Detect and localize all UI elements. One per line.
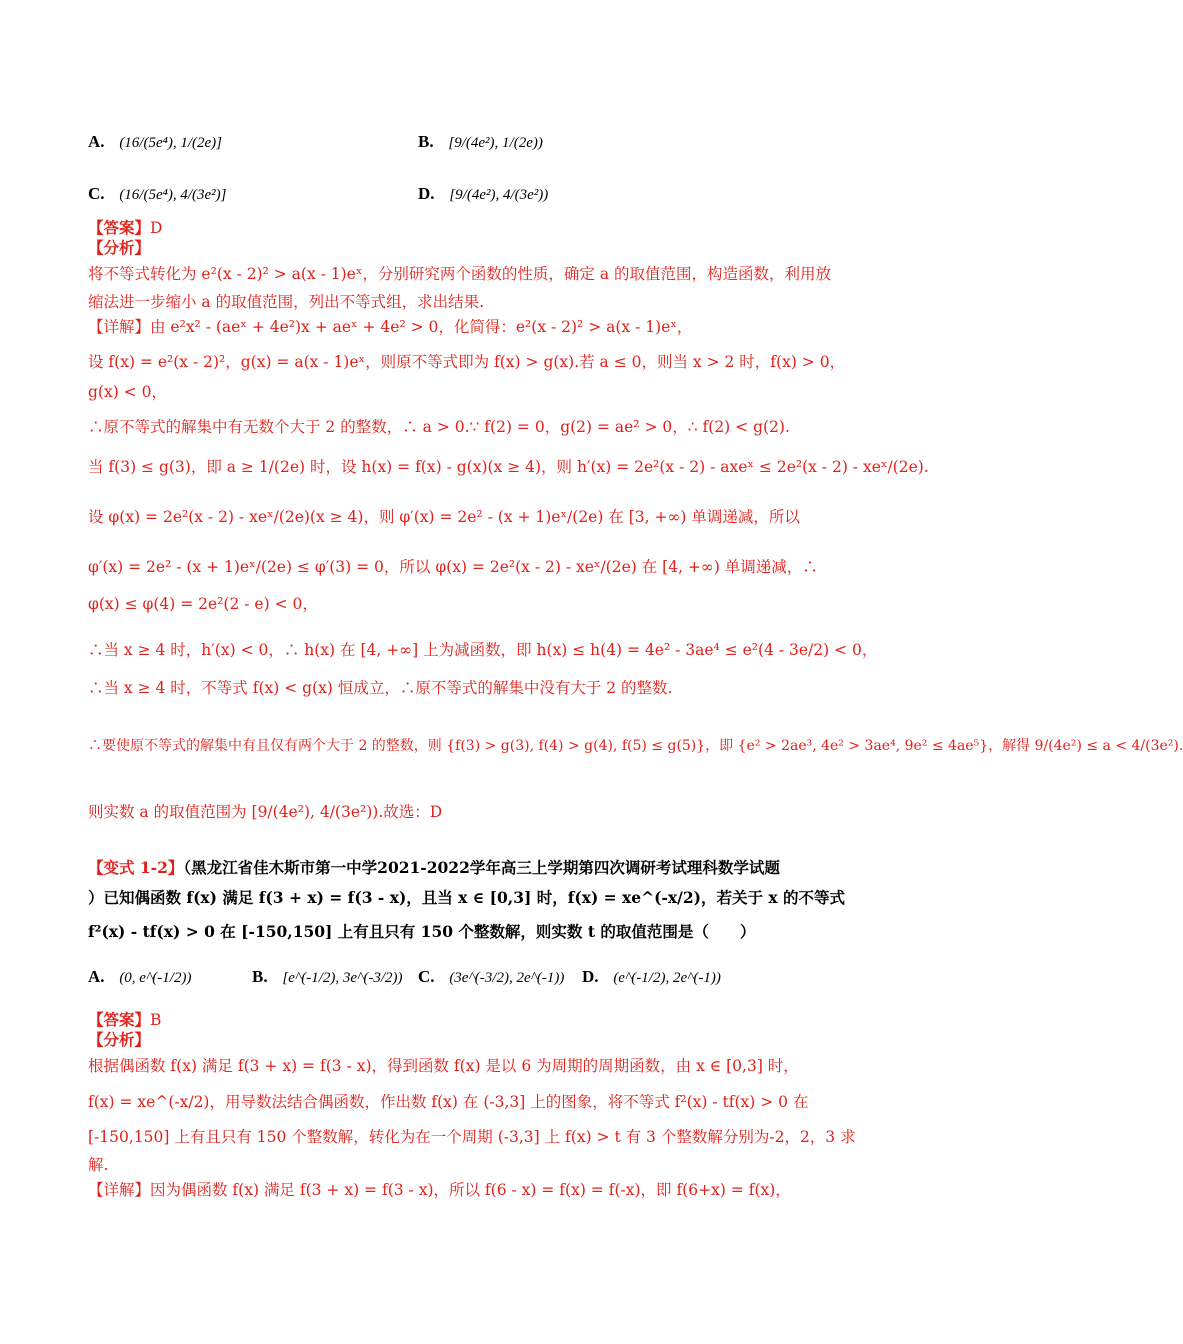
detail-1-line: φ(x) ≤ φ(4) = 2e²(2 - e) < 0，: [88, 595, 318, 613]
variant-heading: 【变式 1-2】（黑龙江省佳木斯市第一中学2021-2022学年高三上学期第四次调研考试理科数学试题: [88, 858, 780, 877]
detail-1-line: 设 f(x) = e²(x - 2)²，g(x) = a(x - 1)eˣ，则原不等式即为 f(x) > g(x).若 a ≤ 0，则当 x > 2 时，f(x) > 0，: [88, 353, 846, 371]
analysis-1-line: 缩法进一步缩小 a 的取值范围，列出不等式组，求出结果.: [88, 293, 485, 311]
analysis-2-line: f(x) = xe^(-x/2)，用导数法结合偶函数，作出数 f(x) 在 (-3,3] 上的图象，将不等式 f²(x) - tf(x) > 0 在: [88, 1093, 809, 1111]
analysis-1-line: 将不等式转化为 e²(x - 2)² > a(x - 1)eˣ，分别研究两个函数的性质，确定 a 的取值范围，构造函数，利用放: [88, 265, 832, 283]
option-a[interactable]: A. (16/(5e⁴), 1/(2e)]: [88, 132, 222, 151]
analysis-2-line: 根据偶函数 f(x) 满足 f(3 + x) = f(3 - x)，得到函数 f(x) 是以 6 为周期的周期函数，由 x ∈ [0,3] 时，: [88, 1057, 799, 1075]
variant-line: f²(x) - tf(x) > 0 在 [-150,150] 上有且只有 150 个整数解，则实数 t 的取值范围是（ ）: [88, 922, 756, 941]
detail-1-line: 则实数 a 的取值范围为 [9/(4e²), 4/(3e²)).故选：D: [88, 803, 443, 821]
option-c[interactable]: C. (3e^(-3/2), 2e^(-1)): [418, 967, 565, 986]
option-d[interactable]: D. (e^(-1/2), 2e^(-1)): [582, 967, 721, 986]
answer-1: 【答案】D: [88, 218, 163, 237]
option-b[interactable]: B. [9/(4e²), 1/(2e)): [418, 132, 543, 151]
analysis-2-tag: 【分析】: [88, 1030, 151, 1049]
answer-2: 【答案】B: [88, 1010, 162, 1029]
analysis-2-line: [-150,150] 上有且只有 150 个整数解，转化为在一个周期 (-3,3] 上 f(x) > t 有 3 个整数解分别为-2，2，3 求: [88, 1128, 856, 1146]
detail-1-line: 当 f(3) ≤ g(3)，即 a ≥ 1/(2e) 时，设 h(x) = f(x) - g(x)(x ≥ 4)，则 h′(x) = 2e²(x - 2) - axeˣ ≤ 2e²(x - 2) - xeˣ/(2e).: [88, 458, 929, 476]
analysis-1-tag: 【分析】: [88, 238, 151, 257]
detail-1-line: g(x) < 0，: [88, 383, 167, 401]
detail-1-line: ∴要使原不等式的解集中有且仅有两个大于 2 的整数，则 {f(3) > g(3), f(4) > g(4), f(5) ≤ g(5)}，即 {e² > 2ae³, 4e² > 3ae⁴, 9e² ≤ 4ae⁵}，解得 9/(4e²) ≤ a < 4/(3e²).: [88, 738, 1183, 754]
detail-1-line: ∴当 x ≥ 4 时，h′(x) < 0，∴ h(x) 在 [4, +∞] 上为减函数，即 h(x) ≤ h(4) = 4e² - 3ae⁴ ≤ e²(4 - 3e/2) < 0，: [88, 641, 878, 659]
detail-1-line: ∴原不等式的解集中有无数个大于 2 的整数，∴ a > 0.∵ f(2) = 0，g(2) = ae² > 0，∴ f(2) < g(2).: [88, 418, 790, 436]
detail-1-line: φ′(x) = 2e² - (x + 1)eˣ/(2e) ≤ φ′(3) = 0，所以 φ(x) = 2e²(x - 2) - xeˣ/(2e) 在 [4, +∞) 单调递减，∴: [88, 558, 818, 576]
option-c[interactable]: C. (16/(5e⁴), 4/(3e²)]: [88, 184, 227, 203]
detail-1-line: ∴当 x ≥ 4 时，不等式 f(x) < g(x) 恒成立，∴原不等式的解集中没有大于 2 的整数.: [88, 679, 673, 697]
option-a[interactable]: A. (0, e^(-1/2)): [88, 967, 192, 986]
detail-1-line: 【详解】由 e²x² - (aeˣ + 4e²)x + aeˣ + 4e² > 0，化简得：e²(x - 2)² > a(x - 1)eˣ，: [88, 318, 693, 336]
detail-2-line: 【详解】因为偶函数 f(x) 满足 f(3 + x) = f(3 - x)，所以 f(6 - x) = f(x) = f(-x)，即 f(6+x) = f(x)，: [88, 1181, 791, 1199]
option-b[interactable]: B. [e^(-1/2), 3e^(-3/2)): [252, 967, 403, 986]
variant-line: ）已知偶函数 f(x) 满足 f(3 + x) = f(3 - x)，且当 x ∈ [0,3] 时，f(x) = xe^(-x/2)，若关于 x 的不等式: [88, 888, 845, 907]
option-d[interactable]: D. [9/(4e²), 4/(3e²)): [418, 184, 549, 203]
detail-1-line: 设 φ(x) = 2e²(x - 2) - xeˣ/(2e)(x ≥ 4)，则 φ′(x) = 2e² - (x + 1)eˣ/(2e) 在 [3, +∞) 单调递减，所以: [88, 508, 800, 526]
analysis-2-line: 解.: [88, 1156, 109, 1174]
